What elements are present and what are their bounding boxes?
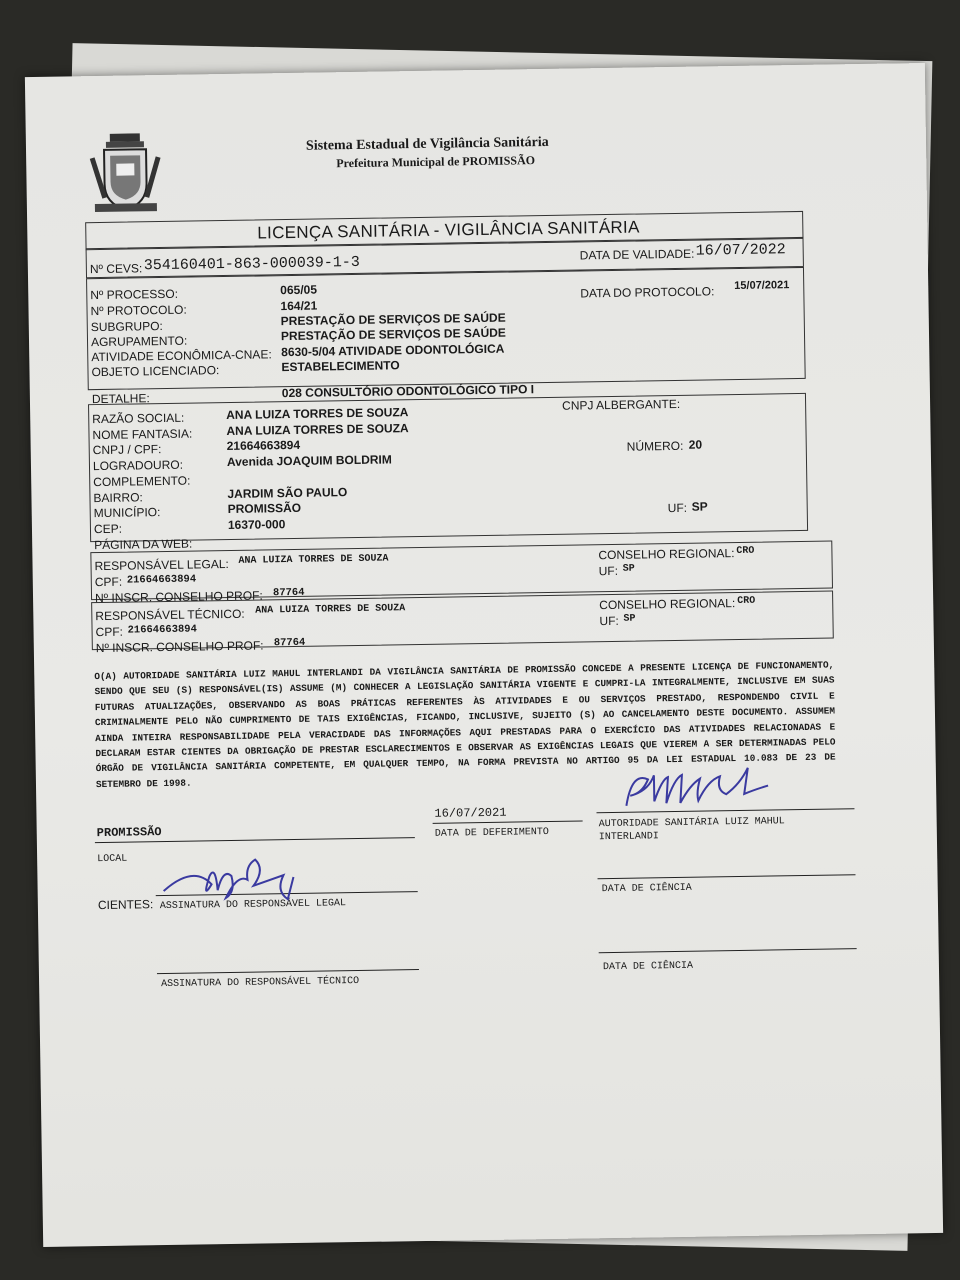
logradouro-value: Avenida JOAQUIM BOLDRIM xyxy=(226,452,392,470)
razao-value: ANA LUIZA TORRES DE SOUZA xyxy=(226,405,409,423)
data-ciencia-line-1 xyxy=(598,874,856,879)
assinatura-tecnico-line xyxy=(157,969,419,974)
local-label: LOCAL xyxy=(97,853,128,866)
validity-label: DATA DE VALIDADE: xyxy=(579,246,695,263)
fantasia-value: ANA LUIZA TORRES DE SOUZA xyxy=(226,421,409,439)
municipio-label: MUNICÍPIO: xyxy=(93,505,161,521)
responsavel-signature-icon xyxy=(155,855,326,916)
deferimento-line xyxy=(433,820,583,823)
legal-text: O(A) AUTORIDADE SANITÁRIA LUIZ MAHUL INTERLANDI DA VIGILÂNCIA SANITÁRIA DE PROMISSÃO CONCEDE A PRESENTE LICENÇA DE FUNCIONAMENTO, SENDO QUE SEU (S) RESPONSÁVEL(IS) ASSUME (M) CONHECER A LEGISLAÇÃO SANITÁRIA VIGENTE E CUMPRI-LA INTEGRALMENTE, INCLUSIVE EM SUAS FUTURAS ATUALIZAÇÕES, OBSERVANDO AS BOAS PRÁTICAS REFERENTES ÀS ATIVIDADES E OU SERVIÇOS PRESTADO, RESPONDENDO CIVIL E CRIMINALMENTE PELO NÃO CUMPRIMENTO DE TAIS EXIGÊNCIAS, FICANDO, INCLUSIVE, SUJEITO (S) AO CANCELAMENTO DESTE DOCUMENTO. ASSUMEM AINDA INTEIRA RESPONSABILIDADE PELA VERACIDADE DAS INFORMAÇÕES AQUI PRESTADAS PARA O EXERCÍCIO DAS ATIVIDADES RELACIONADAS E DECLARAM ESTAR CIENTES DA OBRIGAÇÃO DE PRESTAR ESCLARECIMENTOS E OBSERVAR AS EXIGÊNCIAS LEGAIS QUE VIEREM A SER DETERMINADAS PELO ÓRGÃO DE VIGILÂNCIA SANITÁRIA COMPETENTE, EM QUALQUER TEMPO, NA FORMA PREVISTA NO ARTIGO 95 DA LEI ESTADUAL 10.083 DE 23 DE SETEMBRO DE 1998. xyxy=(94,659,836,790)
municipal-crest-icon xyxy=(88,127,163,216)
processo-label: Nº PROCESSO: xyxy=(90,286,179,303)
complemento-label: COMPLEMENTO: xyxy=(93,473,191,490)
cnpj-albergante-label: CNPJ ALBERGANTE: xyxy=(561,396,681,413)
license-title: LICENÇA SANITÁRIA - VIGILÂNCIA SANITÁRIA xyxy=(257,217,640,243)
cep-label: CEP: xyxy=(93,521,123,537)
bairro-value: JARDIM SÃO PAULO xyxy=(227,485,348,502)
resp-tec-uf-label: UF: xyxy=(599,613,619,629)
resp-legal-inscr-label: Nº INSCR. CONSELHO PROF: xyxy=(94,588,263,606)
numero-label: NÚMERO: xyxy=(626,438,684,454)
objeto-label: OBJETO LICENCIADO: xyxy=(91,363,220,380)
autoridade-signature-icon xyxy=(616,764,837,817)
assinatura-legal-label: ASSINATURA DO RESPONSÁVEL LEGAL xyxy=(159,898,347,913)
resp-tec-name: ANA LUIZA TORRES DE SOUZA xyxy=(255,603,406,617)
resp-legal-inscr-value: 87764 xyxy=(272,586,305,600)
logradouro-label: LOGRADOURO: xyxy=(92,457,184,474)
cnpj-value: 21664663894 xyxy=(226,437,301,454)
assinatura-tecnico-label: ASSINATURA DO RESPONSÁVEL TÉCNICO xyxy=(161,976,360,991)
data-ciencia-label-2: DATA DE CIÊNCIA xyxy=(602,960,694,974)
detalhe-value: 028 CONSULTÓRIO ODONTOLÓGICO TIPO I xyxy=(281,382,535,401)
protocolo-label: Nº PROTOCOLO: xyxy=(90,302,187,319)
resp-tec-conselho-value: CRO xyxy=(737,595,756,608)
prefeitura-title: Prefeitura Municipal de PROMISSÃO xyxy=(336,153,536,171)
processo-value: 065/05 xyxy=(280,282,318,298)
web-label: PÁGINA DA WEB: xyxy=(94,536,193,553)
agrupamento-label: AGRUPAMENTO: xyxy=(90,333,188,350)
resp-legal-cpf-label: CPF: xyxy=(94,574,123,590)
uf-label: UF: xyxy=(667,500,688,516)
detalhe-label: DETALHE: xyxy=(91,391,150,407)
data-ciencia-label-1: DATA DE CIÊNCIA xyxy=(601,882,692,896)
cnpj-label: CNPJ / CPF: xyxy=(92,442,162,458)
uf-value: SP xyxy=(691,499,708,514)
cevs-label: Nº CEVS: xyxy=(89,261,143,277)
deferimento-label: DATA DE DEFERIMENTO xyxy=(434,827,549,840)
system-title: Sistema Estadual de Vigilância Sanitária xyxy=(305,134,549,154)
agrupamento-value: PRESTAÇÃO DE SERVIÇOS DE SAÚDE xyxy=(280,325,506,344)
resp-tec-uf-value: SP xyxy=(623,613,636,625)
subgrupo-value: PRESTAÇÃO DE SERVIÇOS DE SAÚDE xyxy=(280,310,506,329)
data-protocolo-value: 15/07/2021 xyxy=(734,279,790,293)
establishment-box xyxy=(88,393,808,542)
deferimento-value: 16/07/2021 xyxy=(434,805,507,821)
resp-tec-inscr-value: 87764 xyxy=(273,636,306,650)
cevs-value: 354160401-863-000039-1-3 xyxy=(143,253,360,275)
local-value: PROMISSÃO xyxy=(96,825,162,841)
cep-value: 16370-000 xyxy=(227,517,286,533)
resp-tec-cpf-label: CPF: xyxy=(95,624,124,640)
resp-tec-label: RESPONSÁVEL TÉCNICO: xyxy=(95,606,245,624)
license-document xyxy=(25,63,943,1247)
validity-value: 16/07/2022 xyxy=(695,241,786,260)
fantasia-label: NOME FANTASIA: xyxy=(92,426,193,443)
cnae-label: ATIVIDADE ECONÔMICA-CNAE: xyxy=(91,347,272,365)
data-ciencia-line-2 xyxy=(599,948,857,953)
resp-legal-conselho-value: CRO xyxy=(736,545,755,558)
cnae-value: 8630-5/04 ATIVIDADE ODONTOLÓGICA xyxy=(281,341,505,360)
objeto-value: ESTABELECIMENTO xyxy=(281,358,400,375)
autoridade-label: AUTORIDADE SANITÁRIA LUIZ MAHUL INTERLANDI xyxy=(598,816,785,844)
razao-label: RAZÃO SOCIAL: xyxy=(92,410,185,427)
resp-legal-name: ANA LUIZA TORRES DE SOUZA xyxy=(238,553,389,567)
resp-tec-inscr-label: Nº INSCR. CONSELHO PROF: xyxy=(95,638,264,656)
protocolo-value: 164/21 xyxy=(280,298,318,314)
cientes-label: CIENTES: xyxy=(97,897,154,913)
resp-legal-cpf-value: 21664663894 xyxy=(126,573,197,587)
numero-value: 20 xyxy=(688,437,703,452)
bairro-label: BAIRRO: xyxy=(93,490,143,506)
resp-legal-label: RESPONSÁVEL LEGAL: xyxy=(94,556,229,574)
subgrupo-label: SUBGRUPO: xyxy=(90,319,163,335)
resp-tec-conselho-label: CONSELHO REGIONAL: xyxy=(599,596,736,613)
data-protocolo-label: DATA DO PROTOCOLO: xyxy=(580,284,715,301)
resp-legal-uf-value: SP xyxy=(622,563,635,575)
resp-tec-cpf-value: 21664663894 xyxy=(127,623,197,637)
municipio-value: PROMISSÃO xyxy=(227,500,302,517)
resp-legal-uf-label: UF: xyxy=(598,563,619,579)
resp-legal-conselho-label: CONSELHO REGIONAL: xyxy=(598,546,735,563)
